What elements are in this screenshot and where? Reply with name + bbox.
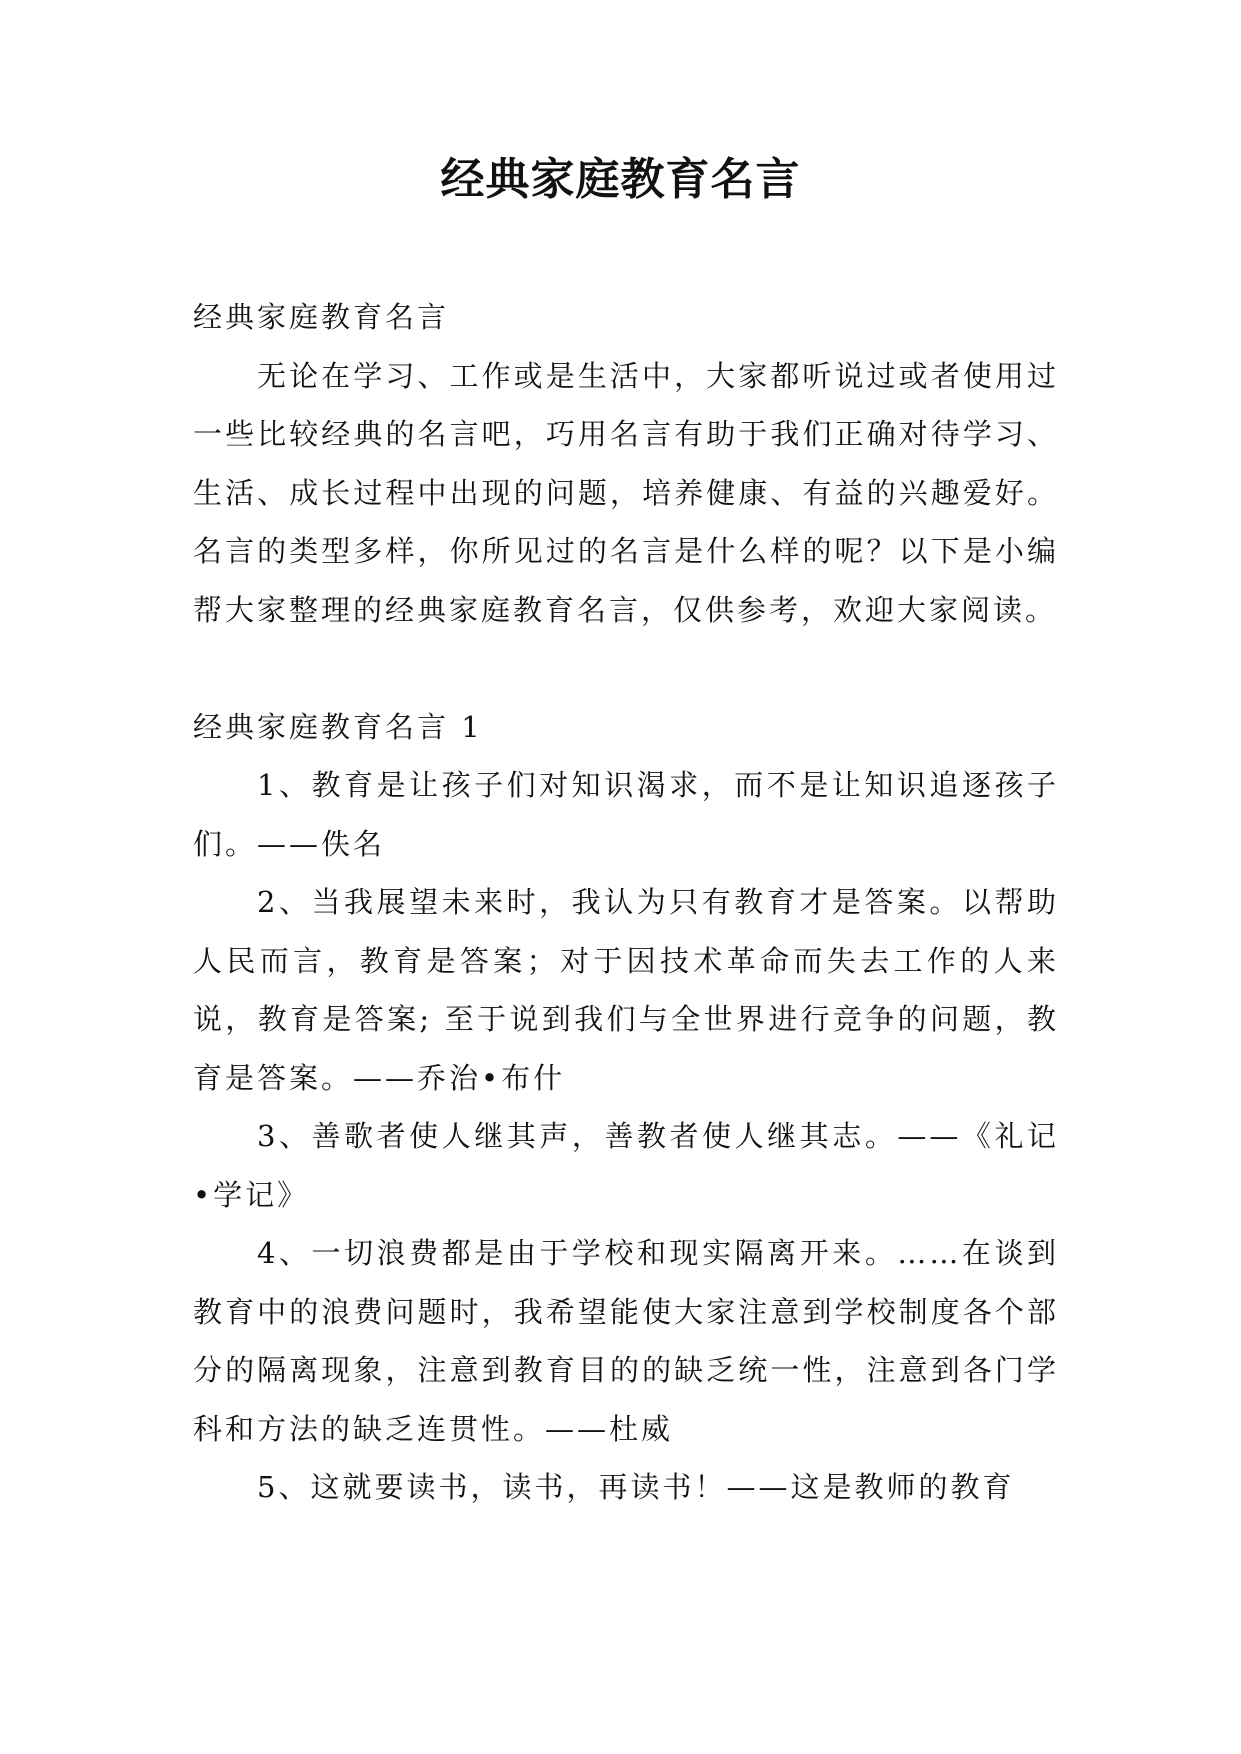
document-subtitle: 经典家庭教育名言 (193, 300, 450, 334)
quote-paragraph: 2、当我展望未来时，我认为只有教育才是答案。以帮助人民而言，教育是答案；对于因技术革命而失去工作的人来说，教育是答案; 至于说到我们与全世界进行竞争的问题，教育是答案。——乔治•布什 (193, 885, 1059, 1095)
quote-paragraph: 1、教育是让孩子们对知识渴求，而不是让知识追逐孩子们。——佚名 (193, 768, 1059, 861)
intro-paragraph: 无论在学习、工作或是生活中，大家都听说过或者使用过一些比较经典的名言吧，巧用名言有助于我们正确对待学习、生活、成长过程中出现的问题，培养健康、有益的兴趣爱好。名言的类型多样，你所见过的名言是什么样的呢？以下是小编帮大家整理的经典家庭教育名言，仅供参考，欢迎大家阅读。 (193, 358, 1059, 627)
quote-paragraph: 5、这就要读书，读书，再读书！——这是教师的教育 (257, 1470, 1015, 1504)
quote-paragraph: 3、善歌者使人继其声，善教者使人继其志。——《礼记•学记》 (193, 1119, 1059, 1212)
section-heading: 经典家庭教育名言 1 (193, 709, 483, 744)
paragraph-gap (193, 639, 1059, 698)
document-title: 经典家庭教育名言 (440, 154, 801, 205)
quote-paragraph: 4、一切浪费都是由于学校和现实隔离开来。……在谈到教育中的浪费问题时，我希望能使大家注意到学校制度各个部分的隔离现象，注意到教育目的的缺乏统一性，注意到各门学科和方法的缺乏连贯性。——杜威 (193, 1236, 1059, 1446)
document-body (193, 288, 1059, 1517)
